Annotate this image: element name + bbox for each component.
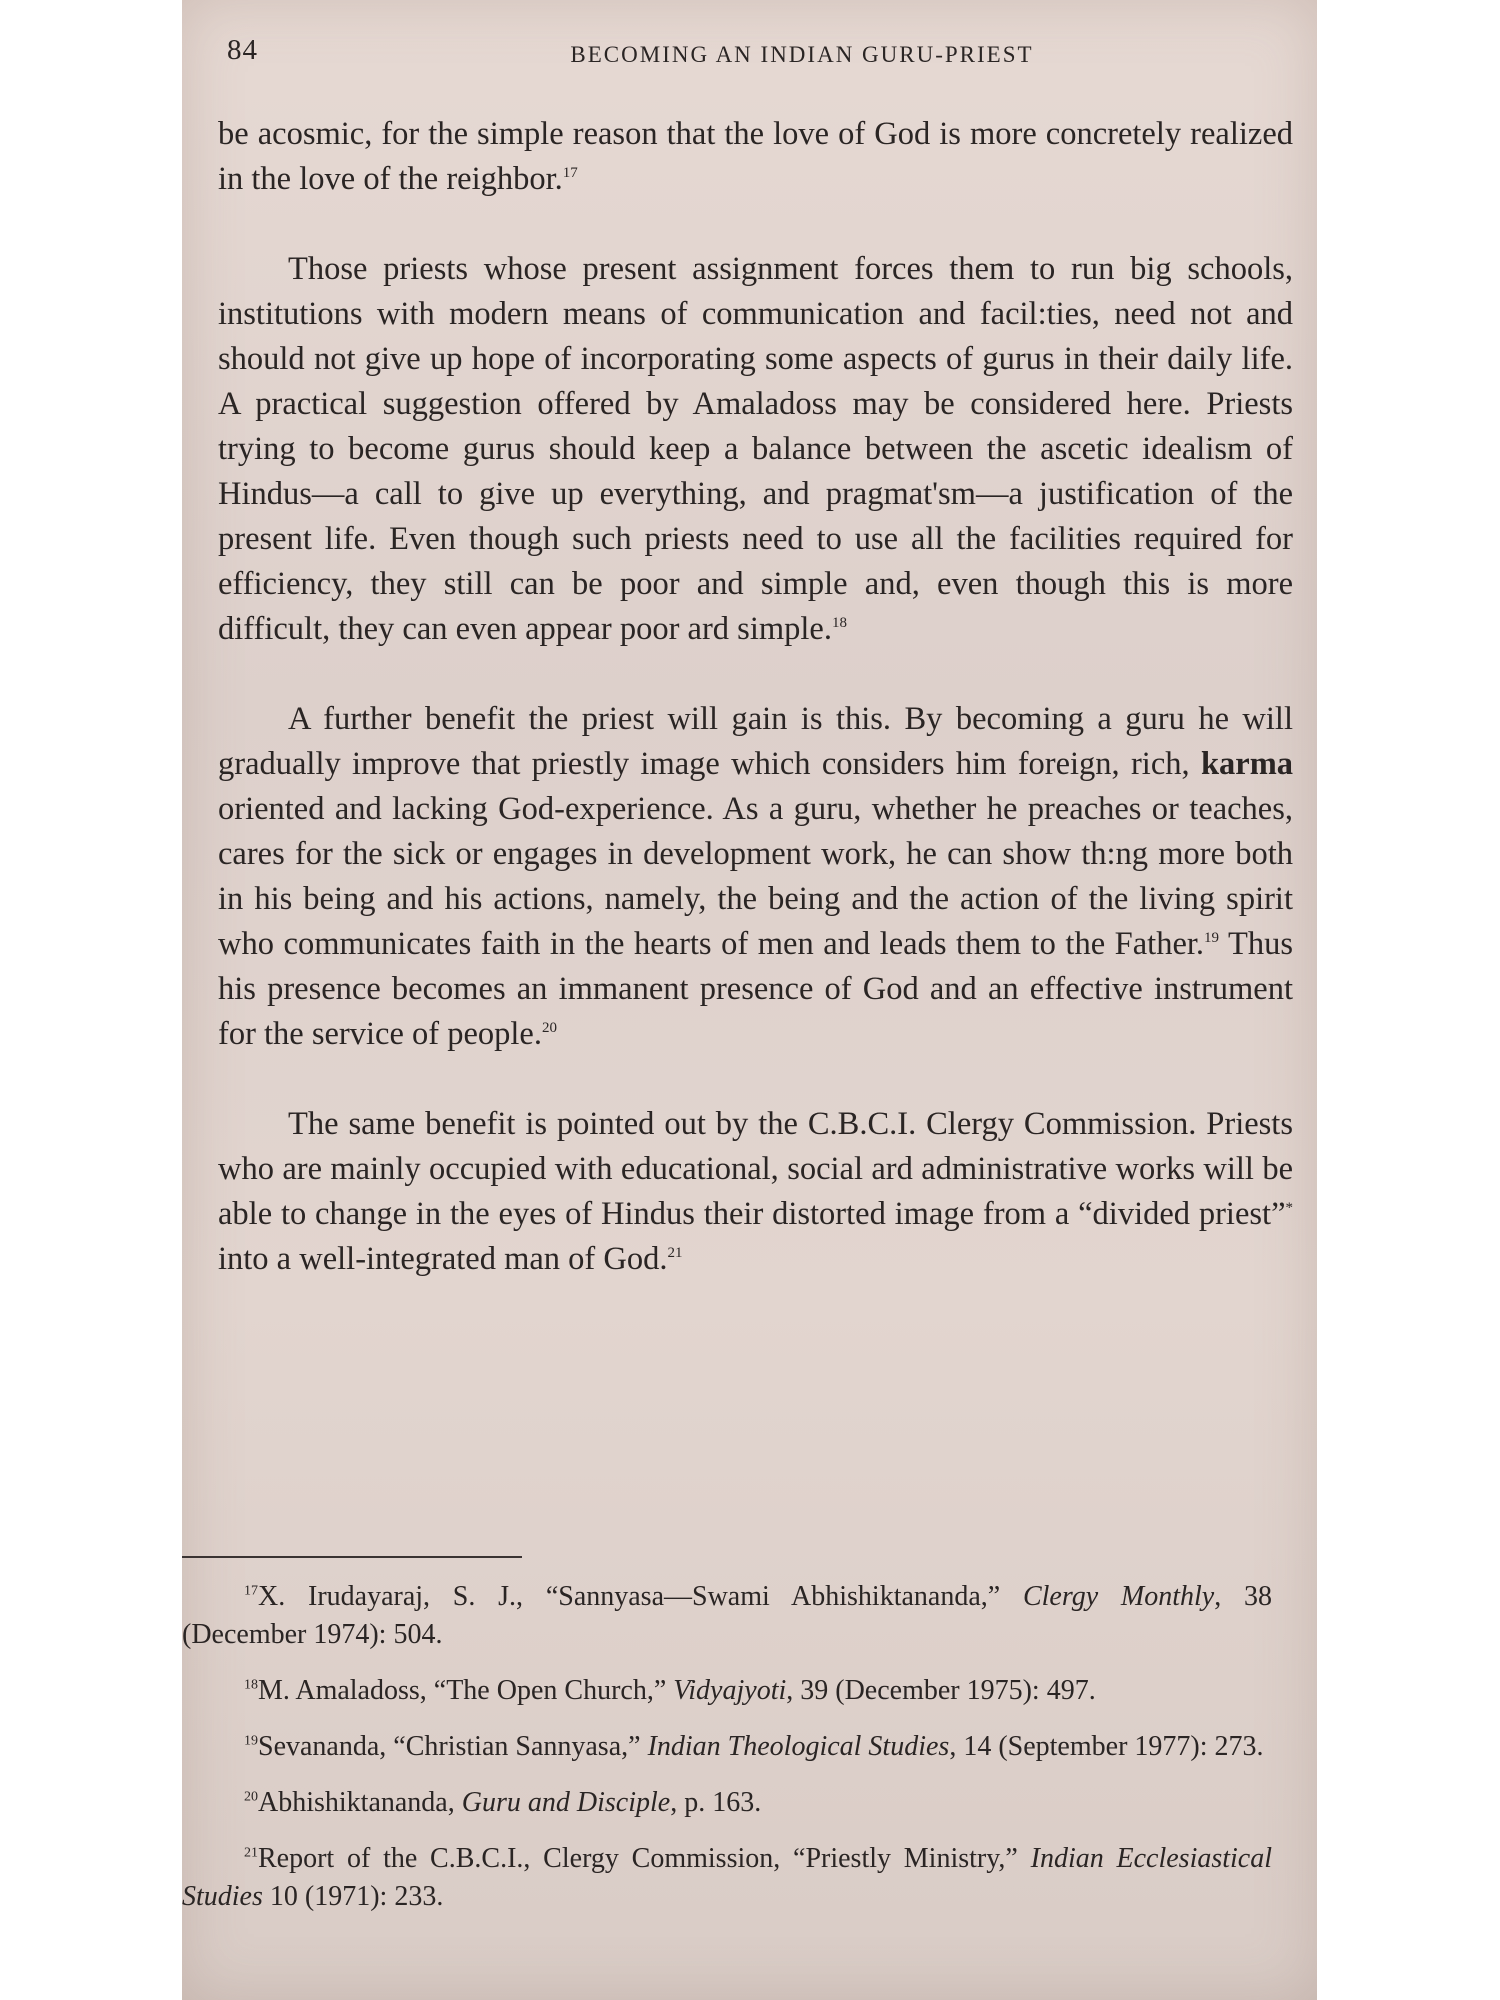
footnote-number: 21 [244, 1845, 258, 1861]
footnote-ref-21: 21 [667, 1245, 683, 1262]
footnote-mark-asterisk: * [1285, 1200, 1293, 1217]
footnote-title: Clergy Monthly [1022, 1581, 1215, 1612]
paragraph-3-text-a: A further benefit the priest will gain is this. By becoming a guru he will gradually improve that priestly image which considers him foreign, rich, [218, 701, 1293, 782]
footnote-number: 19 [244, 1733, 258, 1749]
footnote-divider [182, 1556, 522, 1558]
footnote-17 [182, 1578, 1272, 1654]
footnote-title: Guru and Disciple [461, 1787, 671, 1818]
paragraph-4 [218, 1102, 1293, 1282]
footnote-number: 18 [244, 1677, 258, 1693]
paragraph-3-text-b: oriented and lacking God-experience. As a guru, whether he preaches or teaches, cares for the sick or engages in development work, he can show th:ng more both in his being and his actions, namely, the being and the action of the living spirit who communicates faith in the hearts of men and leads them to the Father. [218, 791, 1293, 962]
footnote-18 [182, 1672, 1272, 1710]
paragraph-3 [218, 697, 1293, 1057]
footnote-number: 20 [244, 1789, 258, 1805]
paragraph-2 [218, 247, 1293, 652]
footnotes [182, 1578, 1272, 1934]
footnote-text: , 14 (September 1977): 273. [949, 1731, 1264, 1762]
body-text [218, 112, 1293, 1282]
running-title: BECOMING AN INDIAN GURU-PRIEST [570, 42, 1034, 67]
footnote-ref-17: 17 [562, 165, 578, 182]
page-number: 84 [227, 34, 258, 66]
footnote-ref-19: 19 [1204, 930, 1220, 947]
bold-term-karma: karma [1200, 746, 1294, 782]
footnote-ref-18: 18 [831, 615, 847, 632]
footnote-20 [182, 1784, 1272, 1822]
footnote-19 [182, 1728, 1272, 1766]
footnote-text: 10 (1971): 233. [262, 1881, 444, 1912]
footnote-21 [182, 1840, 1272, 1916]
paragraph-4-text-b: into a well-integrated man of God. [218, 1241, 668, 1277]
footnote-text: , p. 163. [670, 1787, 762, 1818]
paragraph-1 [218, 112, 1293, 202]
footnote-text: X. Irudayaraj, S. J., “Sannyasa—Swami Abhishiktananda,” [258, 1581, 1001, 1612]
footnote-text: Sevananda, “Christian Sannyasa,” [258, 1731, 641, 1762]
footnote-title: Indian Ecclesiastical Studies [182, 1843, 1273, 1912]
paragraph-3-text-c: Thus his presence becomes an immanent presence of God and an effective instrument for the service of people. [218, 926, 1293, 1052]
footnote-number: 17 [244, 1583, 258, 1599]
footnote-text: Abhishiktananda, [258, 1787, 455, 1818]
running-head [227, 30, 1277, 74]
footnote-text: Report of the C.B.C.I., Clergy Commission, “Priestly Ministry,” [258, 1843, 1018, 1874]
footnote-text: M. Amaladoss, “The Open Church,” [258, 1675, 667, 1706]
footnote-text: , 38 (December 1974): 504. [182, 1581, 1273, 1650]
paragraph-1-text: be acosmic, for the simple reason that the love of God is more concretely realized in the love of the reighbor. [218, 116, 1293, 197]
footnote-ref-20: 20 [541, 1020, 557, 1037]
paragraph-4-text-a: The same benefit is pointed out by the C.B.C.I. Clergy Commission. Priests who are mainly occupied with educational, social ard administrative works will be able to change in the eyes of Hindus their distorted image from a “divided priest” [218, 1106, 1293, 1232]
footnote-title: Indian Theological Studies [647, 1731, 950, 1762]
paragraph-2-text: Those priests whose present assignment forces them to run big schools, institutions with modern means of communication and facil:ties, need not and should not give up hope of incorporating some aspects of gurus in their daily life. A practical suggestion offered by Amaladoss may be considered here. Priests trying to become gurus should keep a balance between the ascetic idealism of Hindus—a call to give up everything, and pragmat'sm—a justification of the present life. Even though such priests need to use all the facilities required for efficiency, they still can be poor and simple and, even though this is more difficult, they can even appear poor ard simple. [218, 251, 1293, 647]
footnote-text: , 39 (December 1975): 497. [786, 1675, 1096, 1706]
scanned-book-page [182, 0, 1317, 2000]
footnote-title: Vidyajyoti [673, 1675, 787, 1706]
